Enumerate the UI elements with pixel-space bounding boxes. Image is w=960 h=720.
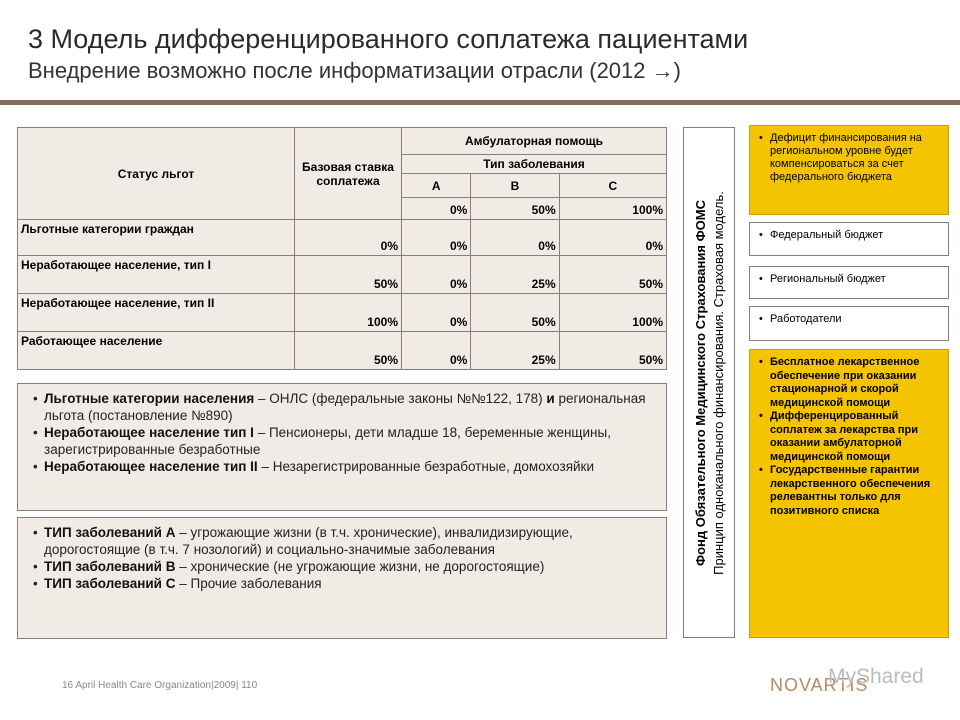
cell-b: 25% (471, 256, 559, 294)
row-label: Неработающее население, тип II (18, 294, 295, 332)
list-item: • ТИП заболеваний C – Прочие заболевания (44, 575, 658, 592)
cell-b: 25% (471, 332, 559, 370)
list-item: • Бесплатное лекарственное обеспечение при оказании стационарной и скорой медицинской помощи (770, 356, 940, 410)
header-divider (0, 100, 960, 105)
myshared-watermark: MyShared (828, 665, 924, 688)
cell-c: 50% (559, 332, 666, 370)
footer-text: 16 April Health Care Organization|2009| 110 (62, 680, 258, 691)
list-item: • ТИП заболеваний B – хронические (не угрожающие жизни, не дорогостоящие) (44, 558, 658, 575)
federal-budget-box (749, 222, 949, 256)
cell-b: 0% (471, 220, 559, 256)
header-status: Статус льгот (18, 128, 295, 220)
cell-base: 0% (295, 220, 402, 256)
table-row (18, 220, 667, 256)
row-label: Работающее население (18, 332, 295, 370)
cell-a: 0% (402, 256, 471, 294)
benefit-categories-note (17, 383, 667, 511)
regional-budget-label: • Региональный бюджет (770, 273, 940, 286)
cell-c: 50% (559, 256, 666, 294)
employers-label: • Работодатели (770, 313, 940, 326)
cell-base: 50% (295, 256, 402, 294)
header-type-b: B (471, 174, 559, 198)
header-pct-a: 0% (402, 198, 471, 220)
cell-c: 100% (559, 294, 666, 332)
copayment-table (17, 127, 667, 370)
cell-base: 50% (295, 332, 402, 370)
foms-vertical-panel (683, 127, 735, 638)
table-row (18, 332, 667, 370)
list-item: • Неработающее население тип I – Пенсионеры, дети младше 18, беременные женщины, зарегистрированные безработные (44, 424, 658, 458)
regional-budget-box (749, 266, 949, 299)
novartis-logo: NOVARTIS (770, 675, 869, 695)
cell-a: 0% (402, 332, 471, 370)
cell-a: 0% (402, 220, 471, 256)
header-pct-b: 50% (471, 198, 559, 220)
list-item: • Государственные гарантии лекарственного обеспечения релевантны только для позитивного списка (770, 464, 940, 518)
row-label: Неработающее население, тип I (18, 256, 295, 294)
disease-types-note (17, 517, 667, 639)
page-title: 3 Модель дифференцированного соплатежа пациентами (28, 24, 749, 54)
header-base-rate: Базовая ставка соплатежа (295, 128, 402, 220)
foms-title: Фонд Обязательного Медицинского Страхования ФОМС (693, 200, 708, 566)
foms-principle: Принцип одноканального финансирования. Страховая модель. (711, 191, 726, 575)
row-label: Льготные категории граждан (18, 220, 295, 256)
header-pct-c: 100% (559, 198, 666, 220)
list-item: • Неработающее население тип II – Незарегистрированные безработные, домохозяйки (44, 458, 658, 475)
header-type-c: C (559, 174, 666, 198)
cell-c: 0% (559, 220, 666, 256)
deficit-text: • Дефицит финансирования на региональном уровне будет компенсироваться за счет федерального бюджета (770, 132, 940, 184)
table-row (18, 294, 667, 332)
header-disease-type: Тип заболевания (402, 155, 667, 174)
header-ambulatory: Амбулаторная помощь (402, 128, 667, 155)
table-row (18, 256, 667, 294)
employers-box (749, 306, 949, 341)
header-type-a: A (402, 174, 471, 198)
cell-a: 0% (402, 294, 471, 332)
page-subtitle: Внедрение возможно после информатизации отрасли (2012 →) (28, 58, 681, 83)
list-item: • ТИП заболеваний А – угрожающие жизни (в т.ч. хронические), инвалидизирующие, дорогостоящие (в т.ч. 7 нозологий) и социально-значимые заболевания (44, 524, 658, 558)
list-item: • Дифференцированный соплатеж за лекарства при оказании амбулаторной медицинской помощи (770, 410, 940, 464)
guarantees-box (749, 349, 949, 638)
list-item: • Льготные категории населения – ОНЛС (федеральные законы №№122, 178) и региональная льгота (постановление №890) (44, 390, 658, 424)
cell-b: 50% (471, 294, 559, 332)
deficit-box (749, 125, 949, 215)
federal-budget-label: • Федеральный бюджет (770, 229, 940, 242)
cell-base: 100% (295, 294, 402, 332)
